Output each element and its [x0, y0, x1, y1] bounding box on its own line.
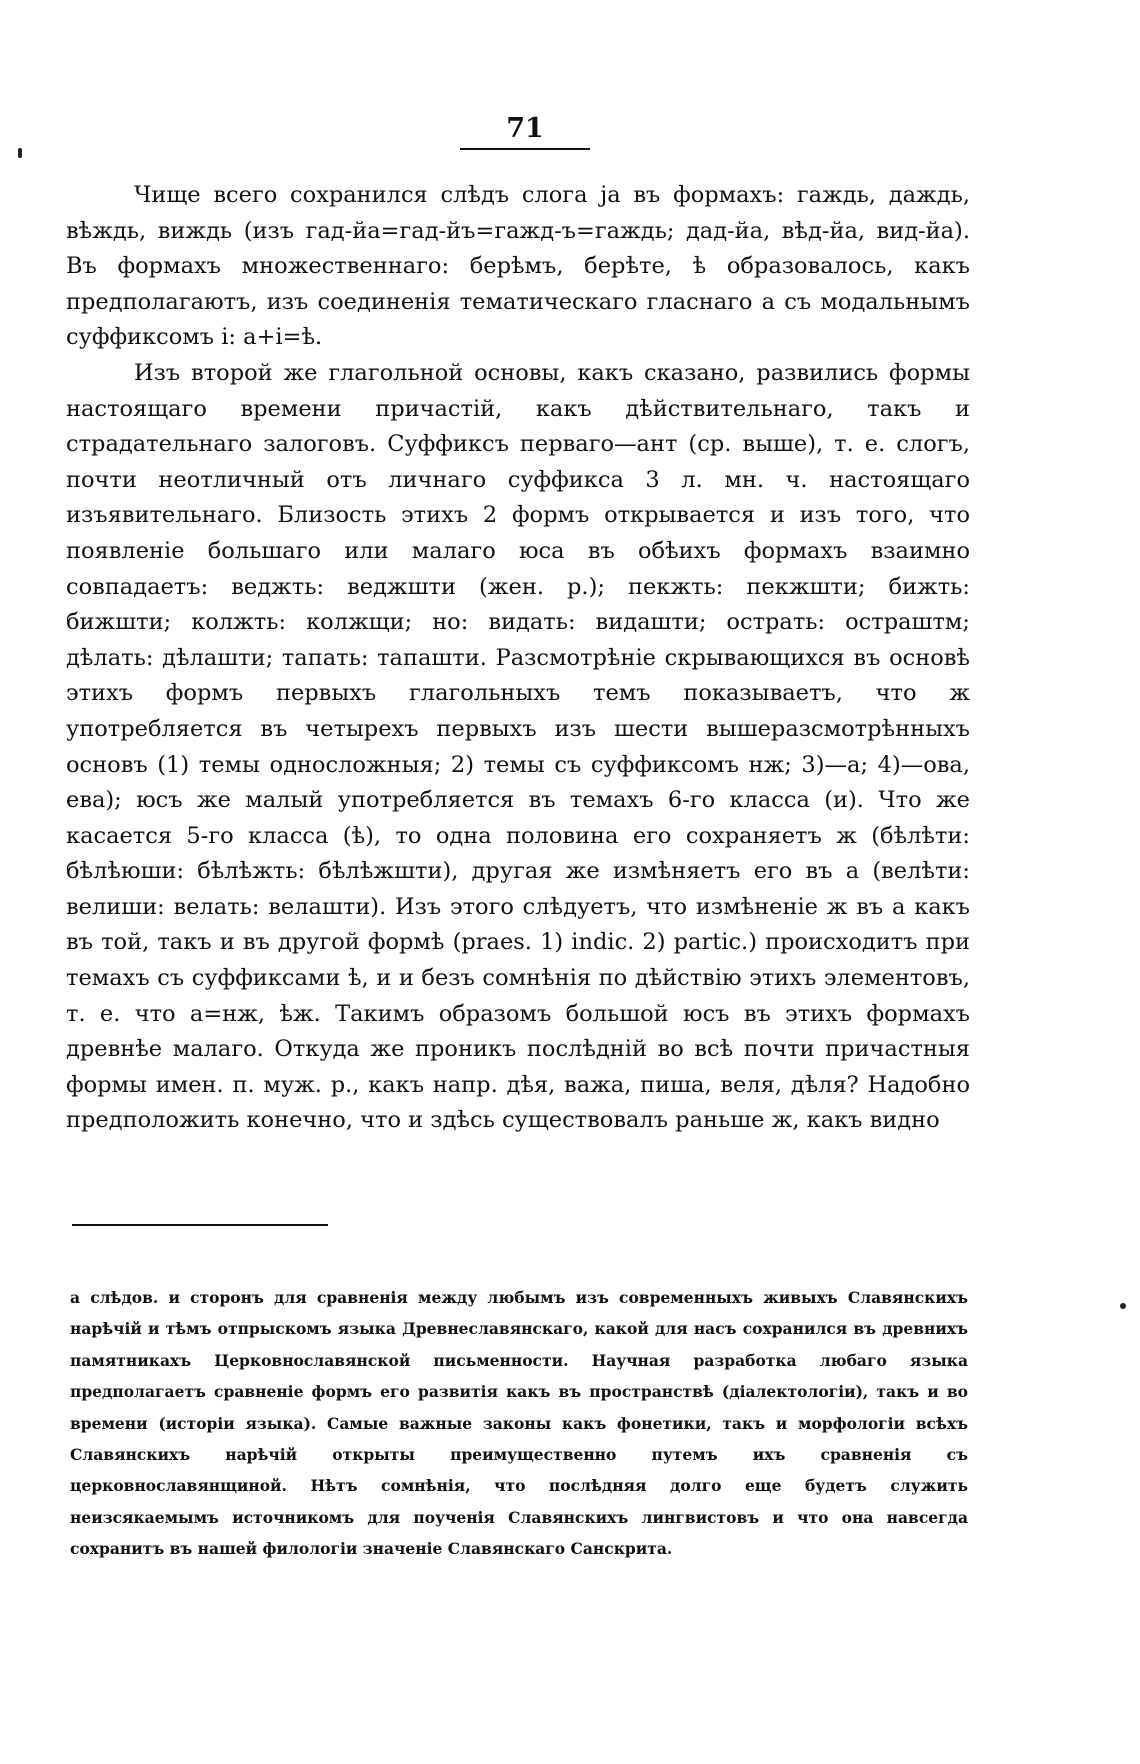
- footnote-divider: [72, 1224, 328, 1226]
- main-text: [66, 178, 970, 1139]
- right-margin-mark: [1120, 1303, 1126, 1309]
- paragraph-1: Чище всего сохранился слѣдъ слога ja въ формахъ: гаждь, даждь, вѣждь, виждь (изъ гад-йа=гад-йъ=гажд-ъ=гаждь; дад-йа, вѣд-йа, вид-йа). Въ формахъ множественнаго: берѣмъ, берѣте, ѣ образовалось, какъ предполагаютъ, изъ соединенія тематическаго гласнаго а съ модальнымъ суффиксомъ і: а+і=ѣ.: [66, 182, 970, 351]
- footnote: а слѣдов. и сторонъ для сравненія между любымъ изъ современныхъ живыхъ Славянскихъ нарѣчій и тѣмъ отпрыскомъ языка Древнеславянскаго, какой для насъ сохранился въ древнихъ памятникахъ Церковнославянской письменности. Научная разработка любаго языка предполагаетъ сравненіе формъ его развитія какъ въ пространствѣ (діалектологіи), такъ и во времени (исторіи языка). Самые важные законы какъ фонетики, такъ и морфологіи всѣхъ Славянскихъ нарѣчій открыты преимущественно путемъ ихъ сравненія съ церковнославянщиной. Нѣтъ сомнѣнія, что послѣдняя долго еще будетъ служить неизсякаемымъ источникомъ для поученія Славянскихъ лингвистовъ и что она навсегда сохранитъ въ нашей филологіи значеніе Славянскаго Санскрита.: [70, 1288, 968, 1559]
- paragraph-2: Изъ второй же глагольной основы, какъ сказано, развились формы настоящаго времени причастій, какъ дѣйствительнаго, такъ и страдательнаго залоговъ. Суффиксъ перваго—ант (ср. выше), т. е. слогъ, почти неотличный отъ личнаго суффикса 3 л. мн. ч. настоящаго изъявительнаго. Близость этихъ 2 формъ открывается и изъ того, что появленіе большаго или малаго юса въ обѣихъ формахъ взаимно совпадаетъ: веджть: вeджшти (жен. р.); пекжть: пекжшти; бижть: бижшти; колжть: колжщи; но: видать: видашти; острать: остраштм; дѣлать: дѣлашти; тапать: тапашти. Разсмотрѣніе скрывающихся въ основѣ этихъ формъ первыхъ глагольныхъ темъ показываетъ, что ж употребляется въ четырехъ первыхъ изъ шести вышеразсмотрѣнныхъ основъ (1) темы односложныя; 2) темы съ суффиксомъ нж; 3)—а; 4)—ова, ева); юсъ же малый употребляется въ темахъ 6-го класса (и). Что же касается 5-го класса (ѣ), то одна половина его сохраняетъ ж (бѣлѣти: бѣлѣюши: бѣлѣжть: бѣлѣжшти), другая же измѣняетъ его въ а (велѣти: велиши: велать: велашти). Изъ этого слѣдуетъ, что измѣненіе ж въ а какъ въ той, такъ и въ другой формѣ (praes. 1) indic. 2) partic.) происходитъ при темахъ съ суффиксами ѣ, и и безъ сомнѣнія по дѣйствію этихъ элементовъ, т. е. что а=нж, ѣж. Такимъ образомъ большой юсъ въ этихъ формахъ древнѣе малаго. Откуда же проникъ послѣдній во всѣ почти причастныя формы имен. п. муж. р., какъ напр. дѣя, важа, пиша, веля, дѣля? Надобно предположить конечно, что и здѣсь существовалъ раньше ж, какъ видно: [66, 359, 970, 1134]
- page-number: 71: [460, 112, 590, 150]
- left-margin-mark: [18, 148, 22, 158]
